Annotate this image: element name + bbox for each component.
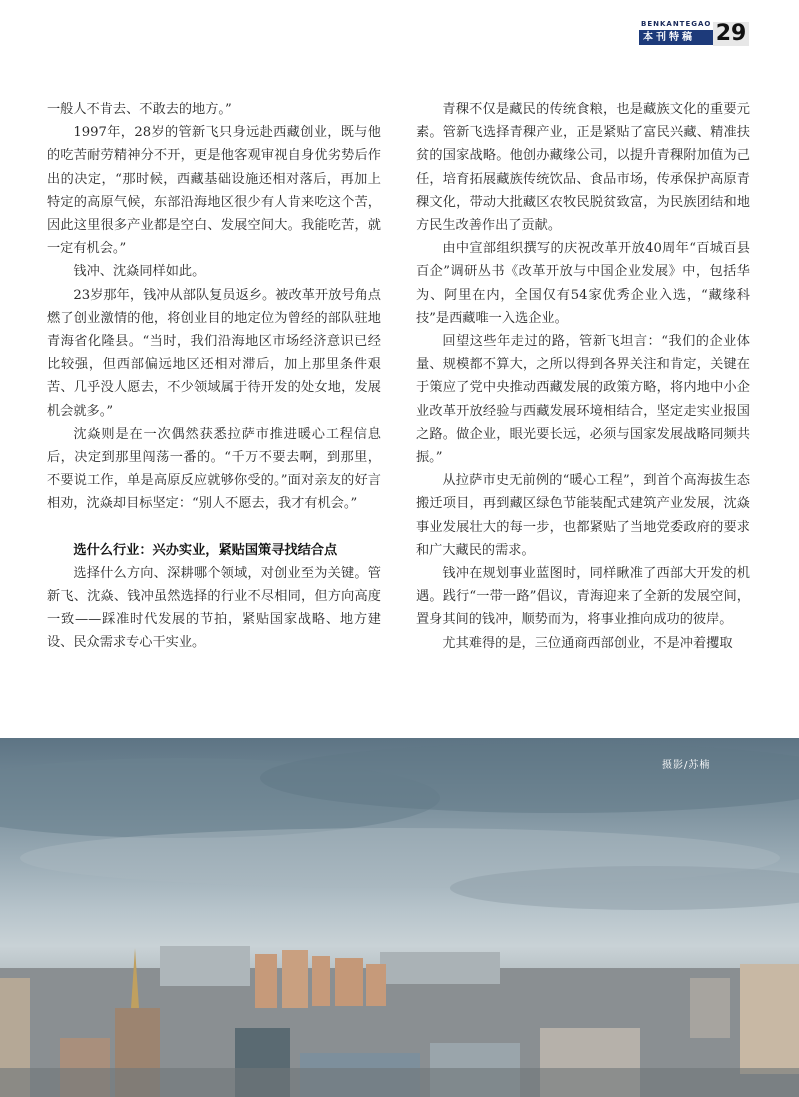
paragraph: 23岁那年，钱冲从部队复员返乡。被改革开放号角点燃了创业激情的他，将创业目的地定位为曾经的部队驻地青海省化隆县。“当时，我们沿海地区市场经济意识已经比较强，但西部偏远地区还相对滞后，加上那里条件艰苦、几乎没人愿去，不少领域属于待开发的处女地，发展机会就多。” bbox=[47, 287, 381, 419]
paragraph: 一般人不肯去、不敢去的地方。” bbox=[47, 102, 232, 117]
paragraph: 从拉萨市史无前例的“暖心工程”，到首个高海拔生态搬迁项目，再到藏区绿色节能装配式建筑产业发展，沈焱事业发展壮大的每一步，也都紧贴了当地党委政府的要求和广大藏民的需求。 bbox=[416, 473, 750, 558]
cityscape-photo bbox=[0, 738, 799, 1097]
page-header bbox=[639, 20, 749, 50]
paragraph: 钱冲、沈焱同样如此。 bbox=[73, 264, 206, 280]
paragraph: 由中宣部组织撰写的庆祝改革开放40周年“百城百县百企”调研丛书《改革开放与中国企业发展》中，包括华为、阿里在内，全国仅有54家优秀企业入选，“藏缘科技”是西藏唯一入选企业。 bbox=[416, 241, 750, 326]
section-subheading: 选什么行业：兴办实业，紧贴国策寻找结合点 bbox=[73, 542, 338, 558]
paragraph: 钱冲在规划事业蓝图时，同样瞅准了西部大开发的机遇。践行“一带一路”倡议，青海迎来了全新的发展空间，置身其间的钱冲，顺势而为，将事业推向成功的彼岸。 bbox=[416, 566, 750, 628]
right-column bbox=[416, 98, 750, 655]
photo-credit: 摄影/苏楠 bbox=[662, 760, 711, 771]
paragraph: 选择什么方向、深耕哪个领域，对创业至为关键。管新飞、沈焱、钱冲虽然选择的行业不尽相同，但方向高度一致——踩准时代发展的节拍，紧贴国家战略、地方建设、民众需求专心干实业。 bbox=[47, 565, 381, 651]
magazine-pinyin: BENKANTEGAO bbox=[641, 20, 712, 28]
paragraph: 回望这些年走过的路，管新飞坦言：“我们的企业体量、规模都不算大，之所以得到各界关注和肯定，关键在于策应了党中央推动西藏发展的政策方略，将内地中小企业改革开放经验与西藏发展环境相结合，坚定走实业报国之路。做企业，眼光要长远，必须与国家发展战略同频共振。” bbox=[416, 334, 750, 466]
page-number: 29 bbox=[713, 22, 749, 46]
paragraph: 1997年，28岁的管新飞只身远赴西藏创业，既与他的吃苦耐劳精神分不开，更是他客观审视自身优劣势后作出的决定，“那时候，西藏基础设施还相对落后，再加上特定的高原气候，东部沿海地区很少有人肯来吃这个苦，因此这里很多产业都是空白、发展空间大。我能吃苦，就一定有机会。” bbox=[47, 125, 381, 257]
paragraph: 青稞不仅是藏民的传统食粮，也是藏族文化的重要元素。管新飞选择青稞产业，正是紧贴了富民兴藏、精准扶贫的国家战略。他创办藏缘公司，以提升青稞附加值为己任，培育拓展藏族传统饮品、食品市场，传承保护高原青稞文化，带动大批藏区农牧民脱贫致富，为民族团结和地方民生改善作出了贡献。 bbox=[416, 102, 750, 234]
section-label: 本刊特稿 bbox=[639, 30, 713, 45]
cityscape-illustration bbox=[0, 738, 799, 1097]
paragraph: 尤其难得的是，三位通商西部创业，不是冲着攫取 bbox=[442, 635, 733, 651]
paragraph: 沈焱则是在一次偶然获悉拉萨市推进暖心工程信息后，决定到那里闯荡一番的。“千万不要去啊，到那里，不要说工作，单是高原反应就够你受的。”面对亲友的好言相劝，沈焱却目标坚定：“别人不愿去，我才有机会。” bbox=[47, 426, 381, 512]
left-column bbox=[47, 98, 381, 655]
